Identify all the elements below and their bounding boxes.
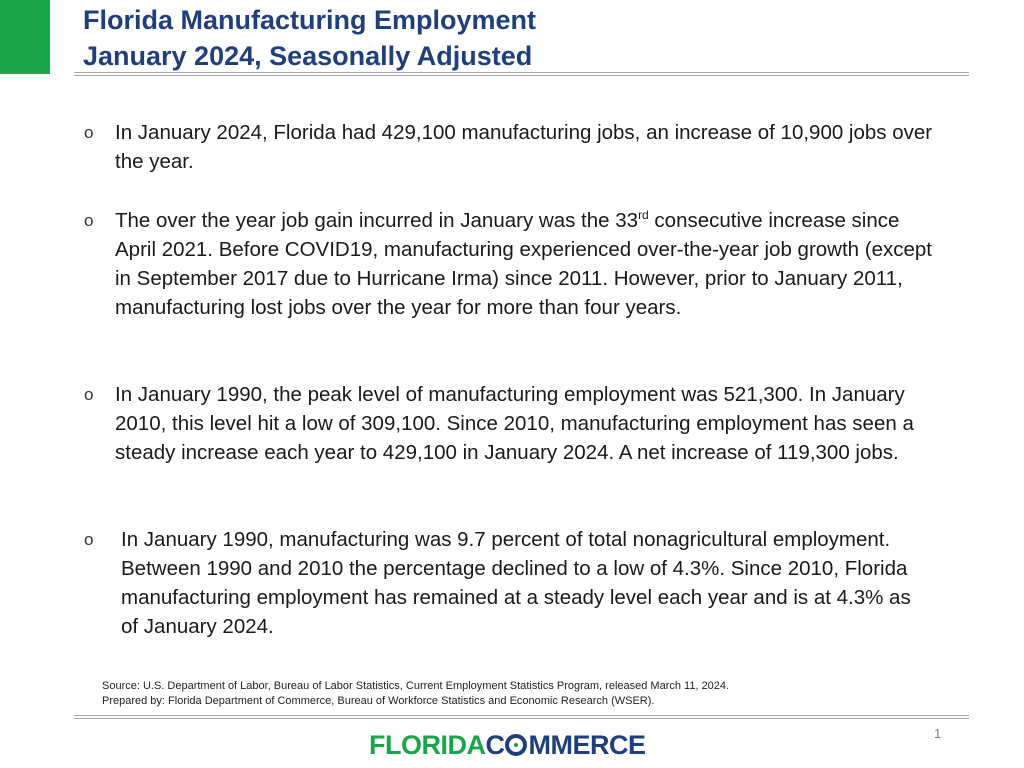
source-note bbox=[102, 679, 729, 709]
floridacommerce-logo bbox=[369, 730, 645, 761]
bullet-marker: o bbox=[84, 211, 94, 230]
logo-sun-icon bbox=[505, 734, 527, 756]
accent-bar bbox=[0, 0, 50, 74]
source-line: Source: U.S. Department of Labor, Bureau of Labor Statistics, Current Employment Statistics Program, released March 11, 2024. bbox=[102, 680, 730, 692]
prepared-by-line: Prepared by: Florida Department of Commerce, Bureau of Workforce Statistics and Economic Research (WSER). bbox=[102, 695, 655, 707]
bullet-text-part: consecutive increase since April 2021. Before COVID19, manufacturing experienced over-the-year job growth (except in September 2017 due to Hurricane Irma) since 2011. However, prior to January 2011, manufacturing lost jobs over the year for more than four years. bbox=[115, 209, 933, 319]
header-divider bbox=[74, 72, 969, 76]
bullet-text: In January 1990, the peak level of manufacturing employment was 521,300. In January 2010, this level hit a low of 309,100. Since 2010, manufacturing employment has seen a steady increase each year to 429,100 in January 2024. A net increase of 119,300 jobs. bbox=[115, 383, 914, 464]
ordinal-suffix: rd bbox=[638, 208, 649, 222]
logo-text-c: C bbox=[485, 730, 505, 760]
logo-text-florida: FLORIDA bbox=[369, 730, 486, 760]
page-title bbox=[83, 2, 536, 74]
logo-text-mmerce: MMERCE bbox=[528, 730, 646, 760]
bullet-marker: o bbox=[84, 123, 94, 142]
page-number: 1 bbox=[934, 726, 942, 741]
bullet-text: In January 2024, Florida had 429,100 manufacturing jobs, an increase of 10,900 jobs over the year. bbox=[115, 121, 933, 173]
bullet-item bbox=[84, 525, 921, 641]
bullet-item bbox=[84, 118, 935, 176]
footer-divider bbox=[74, 715, 969, 719]
bullet-item bbox=[84, 206, 935, 322]
title-line-2: January 2024, Seasonally Adjusted bbox=[83, 41, 533, 71]
bullet-marker: o bbox=[84, 385, 94, 404]
bullet-text-part: The over the year job gain incurred in January was the 33 bbox=[115, 209, 639, 232]
bullet-text: In January 1990, manufacturing was 9.7 percent of total nonagricultural employment. Between 1990 and 2010 the percentage declined to a low of 4.3%. Since 2010, Florida manufacturing employment has remained at a steady level each year and is at 4.3% as of January 2024. bbox=[121, 528, 911, 638]
bullet-item bbox=[84, 380, 935, 467]
bullet-marker: o bbox=[84, 530, 94, 549]
bullet-text bbox=[115, 206, 935, 322]
title-line-1: Florida Manufacturing Employment bbox=[83, 5, 537, 35]
